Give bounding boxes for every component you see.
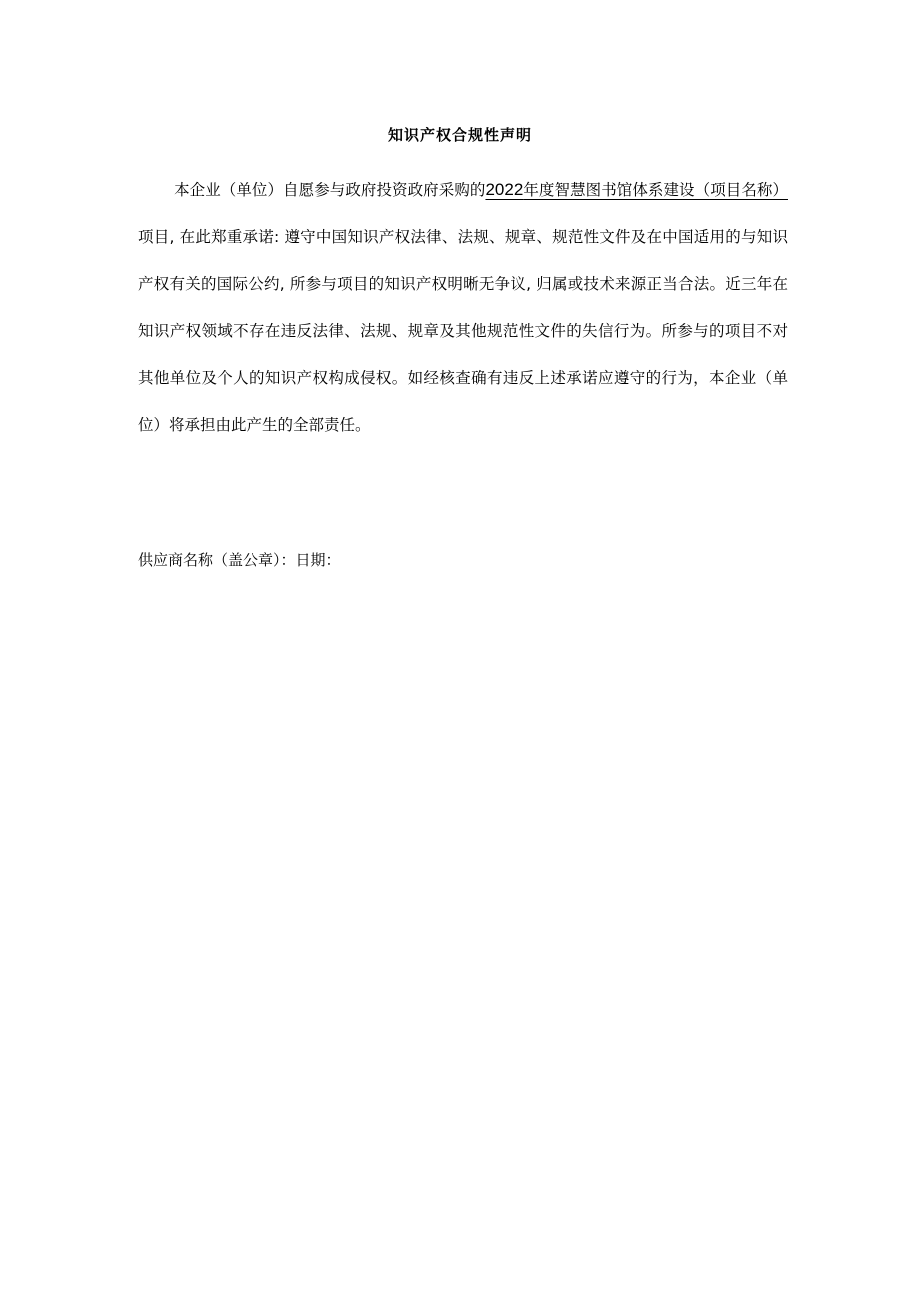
- document-title: 知识产权合规性声明: [387, 126, 532, 144]
- declaration-intro: 本企业（单位）自愿参与政府投资政府采购的: [174, 181, 486, 199]
- project-name-field: [485, 181, 788, 199]
- declaration-paragraph: [138, 166, 788, 449]
- supplier-signature-line: 供应商名称（盖公章）：日期：: [138, 551, 341, 569]
- project-name: 年度智慧图书馆体系建设（项目名称）: [523, 181, 788, 199]
- declaration-commitment: 项目, 在此郑重承诺: 遵守中国知识产权法律、法规、规章、规范性文件及在中国适用的与知识产权有关的国际公约, 所参与项目的知识产权明晰无争议, 归属或技术来源正当合法。近三年在知识产权领域不存在违反法律、法规、规章及其他规范性文件的失信行为。所参与的项目不对其他单位及个人的知识产权构成侵权。如经核查确有违反上述承诺应遵守的行为，本企业（单位）将承担由此产生的全部责任。: [138, 228, 788, 434]
- project-year: 2022: [485, 180, 524, 199]
